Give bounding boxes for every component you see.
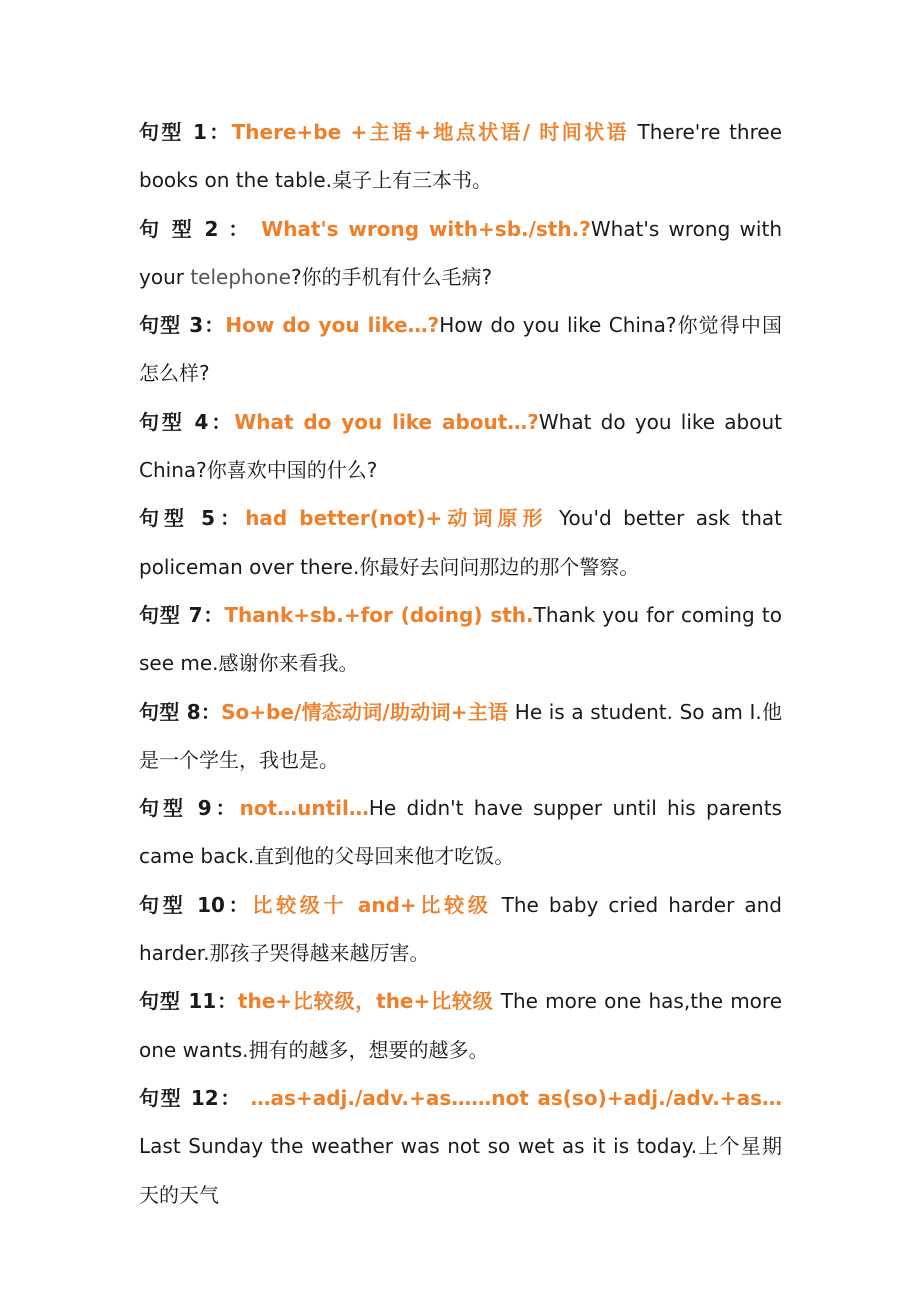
pattern-formula: 比较级十 and+比较级: [252, 892, 492, 917]
pattern-example: Thank you for coming to see me.感谢你来看我。: [139, 602, 782, 676]
pattern-formula: What do you like about…?: [234, 409, 539, 434]
pattern-label: 句型 5：: [139, 506, 246, 531]
pattern-formula: So+be/情态动词/助动词+主语: [221, 699, 509, 724]
pattern-entry-9: [139, 784, 782, 881]
pattern-entry-5: [139, 494, 782, 591]
pattern-formula: Thank+sb.+for (doing) sth.: [224, 602, 534, 627]
pattern-label: 句型 3：: [139, 313, 226, 338]
pattern-formula: …as+adj./adv.+as……not as(so)+adj./adv.+as…: [241, 1085, 783, 1110]
pattern-example: There're three books on the table.桌子上有三本书。: [139, 120, 782, 193]
pattern-example: He is a student. So am I.他是一个学生，我也是。: [139, 699, 782, 772]
pattern-entry-7: [139, 591, 782, 688]
pattern-formula: had better(not)+动词原形: [245, 506, 548, 531]
pattern-formula: How do you like…?: [225, 313, 440, 338]
pattern-label: 句型 10：: [139, 892, 253, 917]
pattern-entry-4: [139, 398, 782, 495]
pattern-formula: the+比较级，the+比较级: [237, 989, 494, 1014]
pattern-example: Last Sunday the weather was not so wet as it is today.上个星期天的天气: [139, 1134, 782, 1207]
sentence-pattern-list: [139, 108, 782, 1219]
pattern-example: How do you like China?你觉得中国怎么样?: [139, 313, 782, 386]
pattern-example: He didn't have supper until his parents came back.直到他的父母回来他才吃饭。: [139, 796, 782, 869]
pattern-label: 句型 9：: [139, 796, 240, 821]
pattern-formula: What's wrong with+sb./sth.?: [251, 216, 591, 241]
pattern-example: The more one has,the more one wants.拥有的越多，想要的越多。: [139, 989, 782, 1062]
pattern-entry-2: [139, 205, 782, 302]
pattern-formula: not…until…: [239, 796, 369, 821]
pattern-entry-8: [139, 688, 782, 785]
pattern-label: 句型 1：: [139, 120, 232, 144]
pattern-example: What do you like about China?你喜欢中国的什么?: [139, 409, 782, 483]
pattern-example: You'd better ask that policeman over there.你最好去问问那边的那个警察。: [139, 506, 782, 579]
telephone-link[interactable]: telephone: [190, 264, 291, 289]
pattern-label: 句型 4：: [139, 409, 235, 434]
pattern-entry-1: [139, 108, 782, 205]
pattern-example: The baby cried harder and harder.那孩子哭得越来越厉害。: [139, 892, 782, 966]
pattern-label: 句型 12：: [139, 1085, 242, 1110]
pattern-entry-11: [139, 977, 782, 1074]
pattern-label: 句型 7：: [139, 602, 225, 627]
pattern-formula: There+be +主语+地点状语/ 时间状语: [231, 120, 629, 144]
pattern-entry-12: [139, 1074, 782, 1219]
pattern-label: 句型 11：: [139, 989, 238, 1014]
pattern-entry-10: [139, 881, 782, 978]
pattern-label: 句 型 2 ：: [139, 216, 252, 241]
pattern-label: 句型 8：: [139, 699, 222, 724]
pattern-entry-3: [139, 301, 782, 398]
pattern-example-rest: ?你的手机有什么毛病?: [290, 264, 493, 289]
pattern-example: What's wrong with your: [139, 216, 782, 289]
